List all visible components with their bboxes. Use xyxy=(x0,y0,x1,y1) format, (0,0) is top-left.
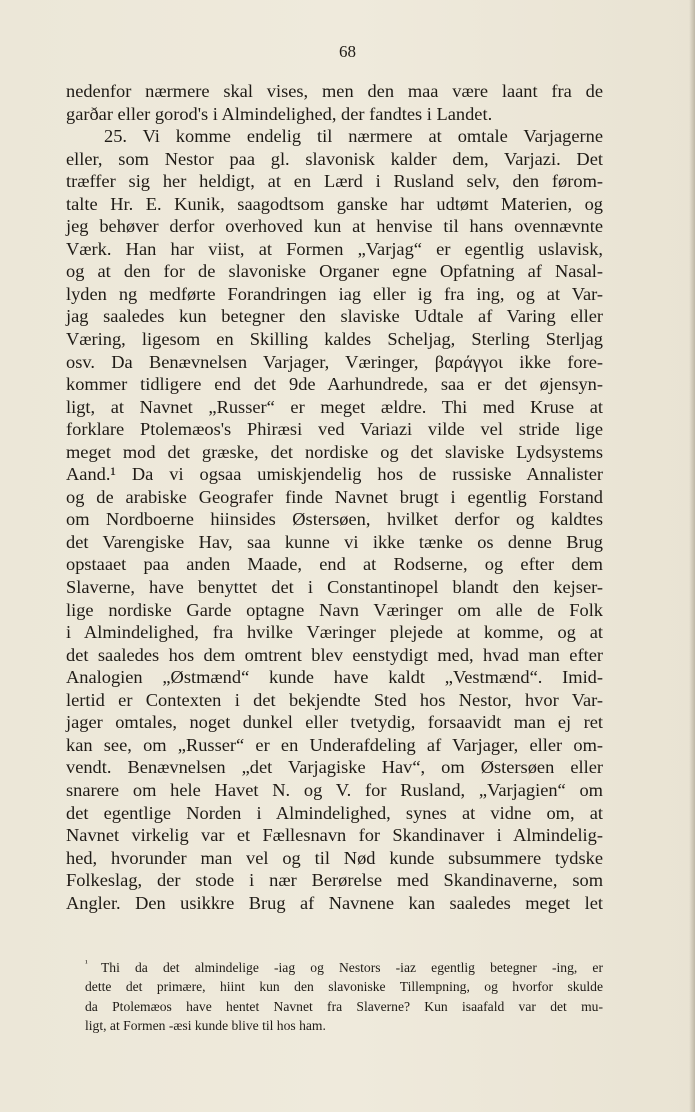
text-line: hed, hvorunder man vel og til Nød kunde subsummere tydske xyxy=(66,847,603,868)
text-line: og de arabiske Geografer finde Navnet brugt i egentlig Forstand xyxy=(66,486,603,507)
text-line: lyden ng medførte Forandringen iag eller ig fra ing, og at Var- xyxy=(66,283,603,304)
body-text xyxy=(66,80,603,914)
text-line: jeg behøver derfor overhoved kun at henvise til hans ovennævnte xyxy=(66,216,603,237)
text-line: meget mod det græske, det nordiske og det slaviske Lydsystems xyxy=(66,441,603,462)
text-line: om Nordboerne hiinsides Østersøen, hvilket derfor og kaldtes xyxy=(66,509,603,530)
text-line: Angler. Den usikkre Brug af Navnene kan saaledes meget let xyxy=(66,892,603,913)
text-line: kommer tidligere end det 9de Aarhundrede, saa er det øjensyn- xyxy=(66,374,603,395)
text-line: Væring, ligesom en Skilling kaldes Scheljag, Sterling Sterljag xyxy=(66,329,603,350)
text-line: talte Hr. E. Kunik, saagodtsom ganske har udtømt Materien, og xyxy=(66,193,603,214)
page-number: 68 xyxy=(339,42,356,61)
text-line: Navnet virkelig var et Fællesnavn for Skandinaver i Almindelig- xyxy=(66,825,603,846)
text-line: træffer sig her heldigt, at en Lærd i Rusland selv, den førom- xyxy=(66,171,603,192)
footnote-text: Thi da det almindelige -iag og Nestors -iaz egentlig betegner -ing, er xyxy=(101,960,603,975)
footnote-line: dette det primære, hiint kun den slavoniske Tillempning, og hvorfor skulde xyxy=(85,979,603,995)
text-line: eller, som Nestor paa gl. slavonisk kalder dem, Varjazi. Det xyxy=(66,148,603,169)
text-line: Aand.¹ Da vi ogsaa umiskjendelig hos de russiske Annalister xyxy=(66,464,603,485)
text-line: og at den for de slavoniske Organer egne Opfatning af Nasal- xyxy=(66,261,603,282)
text-line: osv. Da Benævnelsen Varjager, Væringer, βαράγγοι ikke fore- xyxy=(66,351,603,372)
text-line: det Varengiske Hav, saa kunne vi ikke tænke os denne Brug xyxy=(66,531,603,552)
footnote-line: ligt, at Formen -æsi kunde blive til hos ham. xyxy=(85,1017,326,1033)
footnote-line: da Ptolemæos have hentet Navnet fra Slaverne? Kun isaafald var det mu- xyxy=(85,998,603,1014)
text-line: Folkeslag, der stode i nær Berørelse med Skandinaverne, som xyxy=(66,870,603,891)
text-line: lertid er Contexten i det bekjendte Sted hos Nestor, hvor Var- xyxy=(66,689,603,710)
footnote-marker: ¹ xyxy=(85,958,88,968)
text-line: i Almindelighed, fra hvilke Væringer plejede at komme, og at xyxy=(66,622,603,643)
text-line: forklare Ptolemæos's Phiræsi ved Variazi vilde vel stride lige xyxy=(66,419,603,440)
text-line: Værk. Han har viist, at Formen „Varjag“ er egentlig uslavisk, xyxy=(66,238,603,259)
footnote xyxy=(85,958,603,1035)
text-line: vendt. Benævnelsen „det Varjagiske Hav“, om Østersøen eller xyxy=(66,757,603,778)
text-line: nedenfor nærmere skal vises, men den maa være laant fra de xyxy=(66,81,603,101)
text-line: jag saaledes kun betegner den slaviske Udtale af Varing eller xyxy=(66,306,603,327)
text-line: Slaverne, have benyttet det i Constantinopel blandt den kejser- xyxy=(66,577,603,598)
text-line: jager omtales, noget dunkel eller tvetydig, forsaavidt man ej ret xyxy=(66,712,603,733)
text-line: det egentlige Norden i Almindelighed, synes at vidne om, at xyxy=(66,802,603,823)
text-line: ligt, at Navnet „Russer“ er meget ældre. Thi med Kruse at xyxy=(66,396,603,417)
footnote-line xyxy=(85,958,603,977)
text-line: Analogien „Østmænd“ kunde have kaldt „Vestmænd“. Imid- xyxy=(66,667,603,688)
text-line: det saaledes hos dem omtrent blev eenstydigt med, hvad man efter xyxy=(66,644,603,665)
text-line: opstaaet paa anden Maade, end at Rodserne, og efter dem xyxy=(66,554,603,575)
section-25-first-line: 25. Vi komme endelig til nærmere at omtale Varjagerne xyxy=(104,126,603,147)
text-line: snarere om hele Havet N. og V. for Rusland, „Varjagien“ om xyxy=(66,779,603,800)
page-edge-shadow xyxy=(689,0,695,1112)
text-line: garðar eller gorod's i Almindelighed, der fandtes i Landet. xyxy=(66,103,493,124)
text-line: lige nordiske Garde optagne Navn Væringer om alle de Folk xyxy=(66,599,603,620)
text-line: kan see, om „Russer“ er en Underafdeling af Varjager, eller om- xyxy=(66,734,603,755)
